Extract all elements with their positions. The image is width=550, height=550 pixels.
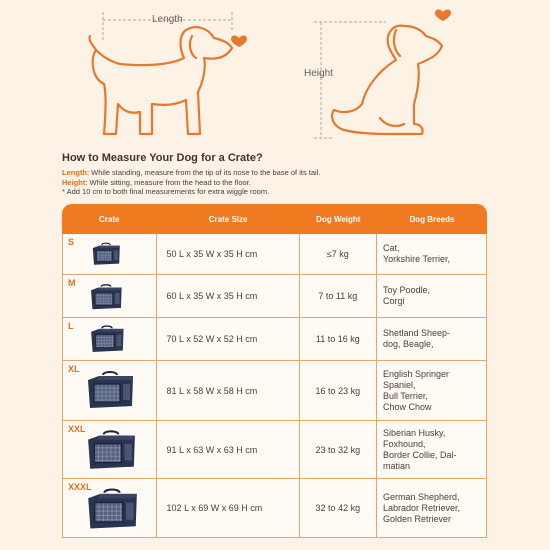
crate-icon <box>91 238 121 270</box>
header-crate: Crate <box>62 204 157 234</box>
crate-icon <box>89 321 125 357</box>
weight-cell: 11 to 16 kg <box>300 318 377 361</box>
weight-cell: 16 to 23 kg <box>300 361 377 421</box>
crate-cell <box>62 318 157 361</box>
height-note-text: : While sitting, measure from the head to the floor. <box>85 177 251 187</box>
breed-cell <box>377 234 487 275</box>
height-measure-line <box>314 22 386 138</box>
table-row <box>62 361 487 421</box>
height-note-title: Height <box>62 177 86 187</box>
sitting-dog-icon <box>332 26 442 134</box>
breed-name: Bull Terrier, <box>382 390 428 401</box>
length-note <box>62 168 320 178</box>
crate-cell <box>62 479 157 538</box>
table-header-row <box>62 204 487 234</box>
size-cell: 91 L x 63 W x 63 H cm <box>157 421 300 479</box>
height-note <box>62 178 320 188</box>
weight-cell: 32 to 42 kg <box>300 479 377 538</box>
breed-cell <box>377 421 487 479</box>
heart-icon <box>435 9 451 21</box>
breed-name: matian <box>382 460 410 471</box>
crate-icon <box>89 280 123 314</box>
measurement-notes <box>62 168 320 197</box>
table-row <box>62 275 487 318</box>
breed-name: Siberian Husky, <box>382 427 446 438</box>
breed-name: dog, Beagle, <box>382 339 434 349</box>
header-dog-weight: Dog Weight <box>300 204 377 234</box>
crate-icon <box>85 483 139 535</box>
crate-size-table <box>62 204 487 538</box>
size-label: XL <box>68 364 80 374</box>
table-row <box>62 234 487 275</box>
breed-cell <box>377 318 487 361</box>
crate-cell <box>62 275 157 318</box>
size-label: M <box>68 278 76 288</box>
size-cell: 50 L x 35 W x 35 H cm <box>157 234 300 275</box>
header-crate-size: Crate Size <box>157 204 300 234</box>
breed-cell <box>377 479 487 538</box>
extra-note: * Add 10 cm to both final measurements for extra wiggle room. <box>62 187 270 196</box>
breed-name: Yorkshire Terrier, <box>382 254 451 264</box>
size-label: S <box>68 237 75 247</box>
page-title: How to Measure Your Dog for a Crate? <box>62 152 263 164</box>
standing-dog-icon <box>89 27 232 134</box>
breed-name: English Springer <box>382 368 450 379</box>
breed-name: Toy Poodle, <box>382 285 431 295</box>
size-label: XXL <box>68 424 86 434</box>
header-dog-breeds: Dog Breeds <box>377 204 487 234</box>
size-cell: 70 L x 52 W x 52 H cm <box>157 318 300 361</box>
table-row <box>62 479 487 538</box>
table-row <box>62 421 487 479</box>
breed-name: Spaniel, <box>382 379 416 390</box>
size-label: XXXL <box>68 482 92 492</box>
crate-cell <box>62 361 157 421</box>
crate-icon <box>85 425 137 475</box>
breed-name: Corgi <box>382 296 405 306</box>
size-cell: 102 L x 69 W x 69 H cm <box>157 479 300 538</box>
breed-cell <box>377 361 487 421</box>
size-cell: 60 L x 35 W x 35 H cm <box>157 275 300 318</box>
breed-name: Border Collie, Dal- <box>382 449 457 460</box>
breed-name: German Shepherd, <box>382 491 460 502</box>
measurement-illustration <box>0 0 550 150</box>
weight-cell: 7 to 11 kg <box>300 275 377 318</box>
weight-cell: ≤7 kg <box>300 234 377 275</box>
heart-icon <box>231 35 247 47</box>
size-cell: 81 L x 58 W x 58 H cm <box>157 361 300 421</box>
height-label: Height <box>304 68 333 79</box>
table-row <box>62 318 487 361</box>
length-note-title: Length <box>62 168 87 177</box>
crate-cell <box>62 234 157 275</box>
breed-name: Cat, <box>382 243 400 253</box>
breed-name: Chow Chow <box>382 401 432 412</box>
weight-cell: 23 to 32 kg <box>300 421 377 479</box>
crate-cell <box>62 421 157 479</box>
length-note-text: : While standing, measure from the tip of its nose to the base of its tail. <box>87 168 321 177</box>
breed-name: Golden Retriever <box>382 513 452 524</box>
breed-cell <box>377 275 487 318</box>
breed-name: Labrador Retriever, <box>382 502 461 513</box>
breed-name: Foxhound, <box>382 438 426 449</box>
size-label: L <box>68 321 74 331</box>
length-label: Length <box>152 14 183 25</box>
breed-name: Shetland Sheep- <box>382 328 451 338</box>
crate-icon <box>85 366 135 414</box>
